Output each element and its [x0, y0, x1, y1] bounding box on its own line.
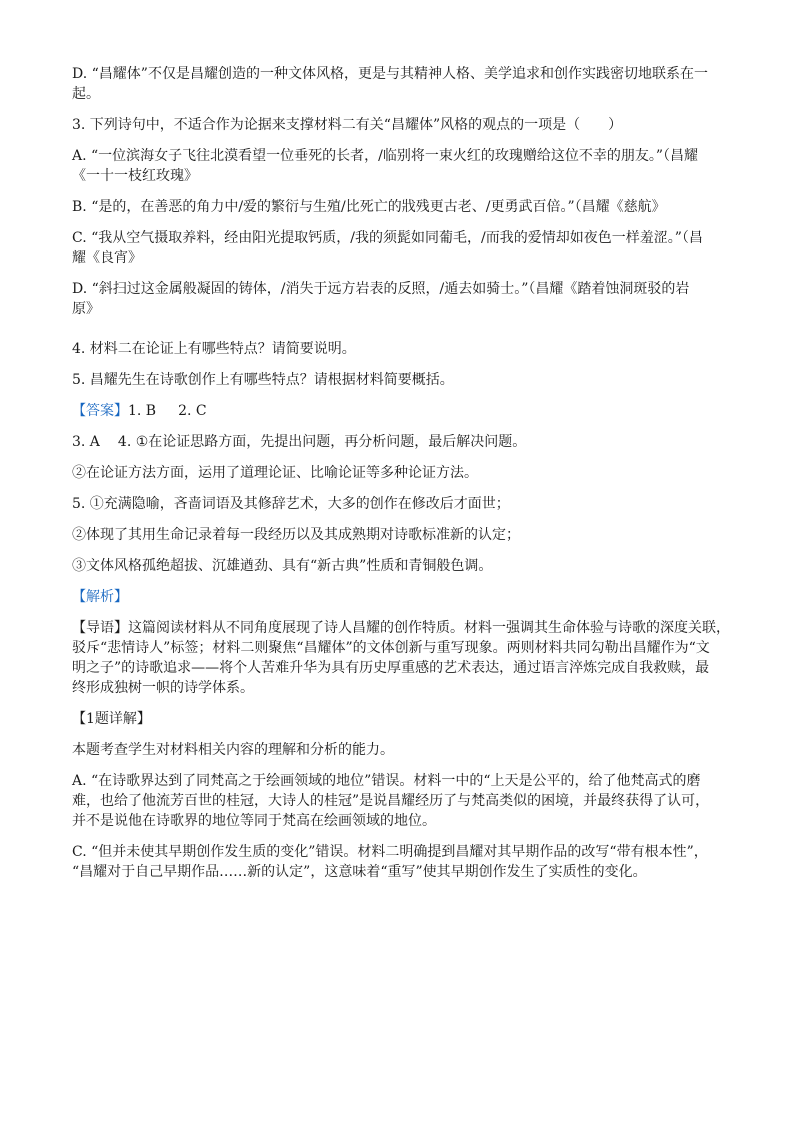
detail-option-a [72, 771, 732, 831]
text-line: D. “斜扫过这金属般凝固的铸体，/消失于远方岩表的反照，/遁去如骑士。”（昌耀《踏着蚀洞斑驳的岩 [72, 281, 690, 297]
intro-label: 【导语】 [72, 620, 128, 636]
analysis-section [72, 587, 732, 882]
answer-label: 【答案】 [72, 403, 128, 419]
text-line: 原》 [72, 301, 100, 317]
text-line [72, 618, 732, 638]
text-line: 并不是说他在诗歌界的地位等同于梵高在绘画领域的地位。 [72, 813, 436, 829]
text-line: “昌耀对于自己早期作品……新的认定”，这意味着“重写”使其早期创作发生了实质性的变化。 [72, 864, 647, 880]
question-4-stem: 4. 材料二在论证上有哪些特点？请简要说明。 [72, 341, 356, 357]
text-line: C. “我从空气摄取养料，经由阳光提取钙质，/我的须髭如同葡毛，/而我的爱情却如夜色一样羞涩。”（昌 [72, 230, 703, 246]
text-line: C. “但并未使其早期创作发生质的变化”错误。材料二明确提到昌耀对其早期作品的改写“带有根本性”， [72, 844, 708, 860]
answer-4-line2: ②在论证方法方面，运用了道理论证、比喻论证等多种论证方法。 [72, 465, 478, 481]
answer-4-line1: 4. ①在论证思路方面，先提出问题，再分析问题，最后解决问题。 [117, 434, 527, 450]
detail-intro: 本题考查学生对材料相关内容的理解和分析的能力。 [72, 742, 394, 758]
answer-5-line2: ②体现了其用生命记录着每一段经历以及其成熟期对诗歌标准新的认定； [72, 527, 520, 543]
text-line: D. “昌耀体”不仅是昌耀创造的一种文体风格，更是与其精神人格、美学追求和创作实践密切地联系在一 [72, 66, 708, 82]
detail-label: 【1题详解】 [72, 711, 151, 727]
question-3-option-d [72, 279, 732, 319]
document-page [72, 64, 732, 893]
detail-option-c [72, 842, 732, 882]
intro-text: 这篇阅读材料从不同角度展现了诗人昌耀的创作特质。材料一强调其生命体验与诗歌的深度关联， [128, 620, 730, 636]
text-line: 起。 [72, 86, 100, 102]
question-3-option-b: B. “是的，在善恶的角力中/爱的繁衍与生殖/比死亡的戕残更古老、/更勇武百倍。”（昌耀《慈航》 [72, 199, 666, 215]
answer-5-line1: 5. ①充满隐喻，吝啬词语及其修辞艺术，大多的创作在修改后才面世； [72, 496, 510, 512]
answer-3: 3. A [72, 434, 100, 450]
answer-line [72, 401, 732, 421]
answer-3-4 [72, 432, 732, 452]
text-line: 明之子”的诗歌追求——将个人苦难升华为具有历史厚重感的艺术表达，通过语言淬炼完成自我救赎，最 [72, 660, 710, 676]
answer-5-line3: ③文体风格孤绝超拔、沉雄遒劲、具有“新古典”性质和青铜般色调。 [72, 558, 493, 574]
answer-1: 1. B [128, 403, 157, 419]
intro-paragraph [72, 618, 732, 698]
q2-option-d [72, 64, 732, 104]
question-3-option-c [72, 228, 732, 268]
text-line: 难，也给了他流芳百世的桂冠，大诗人的桂冠”是说昌耀经历了与梵高类似的困境，并最终获得了认可， [72, 793, 710, 809]
answer-2: 2. C [178, 403, 207, 419]
text-line: 终形成独树一帜的诗学体系。 [72, 680, 254, 696]
question-3 [72, 115, 732, 319]
text-line: A. “在诗歌界达到了同梵高之于绘画领域的地位”错误。材料一中的“上天是公平的，给了他梵高式的磨 [72, 773, 701, 789]
question-3-stem: 3. 下列诗句中，不适合作为论据来支撑材料二有关“昌耀体”风格的观点的一项是（ ） [72, 117, 623, 133]
question-5-stem: 5. 昌耀先生在诗歌创作上有哪些特点？请根据材料简要概括。 [72, 372, 454, 388]
analysis-label: 【解析】 [72, 589, 128, 605]
text-line: A. “一位滨海女子飞往北漠看望一位垂死的长者，/临别将一束火红的玫瑰赠给这位不幸的朋友。”（昌耀 [72, 148, 699, 164]
text-line: 《一十一枝红玫瑰》 [72, 168, 198, 184]
text-line: 耀《良宵》 [72, 250, 142, 266]
question-3-option-a [72, 146, 732, 186]
text-line: 驳斥“悲情诗人”标签；材料二则聚焦“昌耀体”的文体创新与重写现象。两则材料共同勾勒出昌耀作为“文 [72, 640, 710, 656]
answer-section [72, 401, 732, 576]
